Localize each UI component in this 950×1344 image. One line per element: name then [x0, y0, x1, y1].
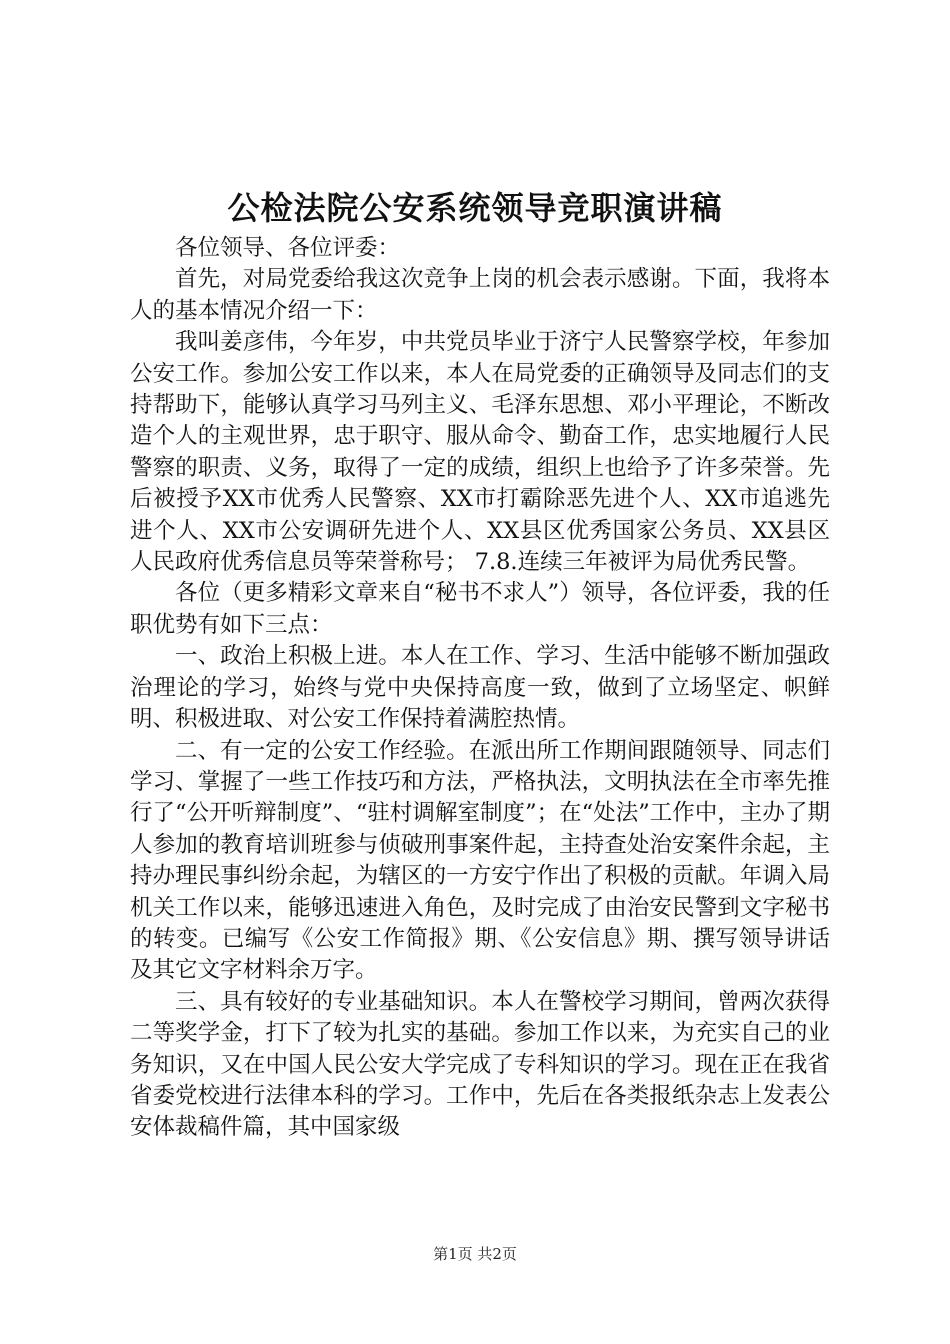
document-title: 公检法院公安系统领导竞职演讲稿 — [227, 189, 723, 227]
page-number-footer: 第1页 共2页 — [433, 1245, 517, 1263]
paragraph-point-one: 一、政治上积极上进。本人在工作、学习、生活中能够不断加强政治理论的学习，始终与党中央保持高度一致，做到了立场坚定、帜鲜明、积极进取、对公安工作保持着满腔热情。 — [130, 643, 830, 733]
paragraph-salutation: 各位领导、各位评委： — [175, 235, 401, 261]
paragraph-point-two: 二、有一定的公安工作经验。在派出所工作期间跟随领导、同志们学习、掌握了一些工作技巧和方法，严格执法，文明执法在全市率先推行了“公开听辩制度”、“驻村调解室制度”；在“处法”工作中，主办了期人参加的教育培训班参与侦破刑事案件起，主持查处治安案件余起，主持办理民事纠纷余起，为辖区的一方安宁作出了积极的贡献。年调入局机关工作以来，能够迅速进入角色，及时完成了由治安民警到文字秘书的转变。已编写《公安工作简报》期、《公安信息》期、撰写领导讲话及其它文字材料余万字。 — [130, 737, 830, 984]
paragraph-intro: 首先，对局党委给我这次竞争上岗的机会表示感谢。下面，我将本人的基本情况介绍一下： — [130, 266, 830, 324]
document-body — [130, 233, 830, 1144]
paragraph-advantages-lead: 各位（更多精彩文章来自“秘书不求人”）领导，各位评委，我的任职优势有如下三点： — [130, 580, 830, 638]
paragraph-point-three: 三、具有较好的专业基础知识。本人在警校学习期间，曾两次获得二等奖学金，打下了较为扎实的基础。参加工作以来，为充实自己的业务知识，又在中国人民公安大学完成了专科知识的学习。现在正在我省省委党校进行法律本科的学习。工作中，先后在各类报纸杂志上发表公安体裁稿件篇，其中国家级 — [130, 988, 830, 1141]
paragraph-background: 我叫姜彦伟，今年岁，中共党员毕业于济宁人民警察学校，年参加公安工作。参加公安工作以来，本人在局党委的正确领导及同志们的支持帮助下，能够认真学习马列主义、毛泽东思想、邓小平理论，不断改造个人的主观世界，忠于职守、服从命令、勤奋工作，忠实地履行人民警察的职责、义务，取得了一定的成绩，组织上也给予了许多荣誉。先后被授予XX市优秀人民警察、XX市打霸除恶先进个人、XX市追逃先进个人、XX市公安调研先进个人、XX县区优秀国家公务员、XX县区人民政府优秀信息员等荣誉称号； 7.8.连续三年被评为局优秀民警。 — [130, 329, 830, 576]
